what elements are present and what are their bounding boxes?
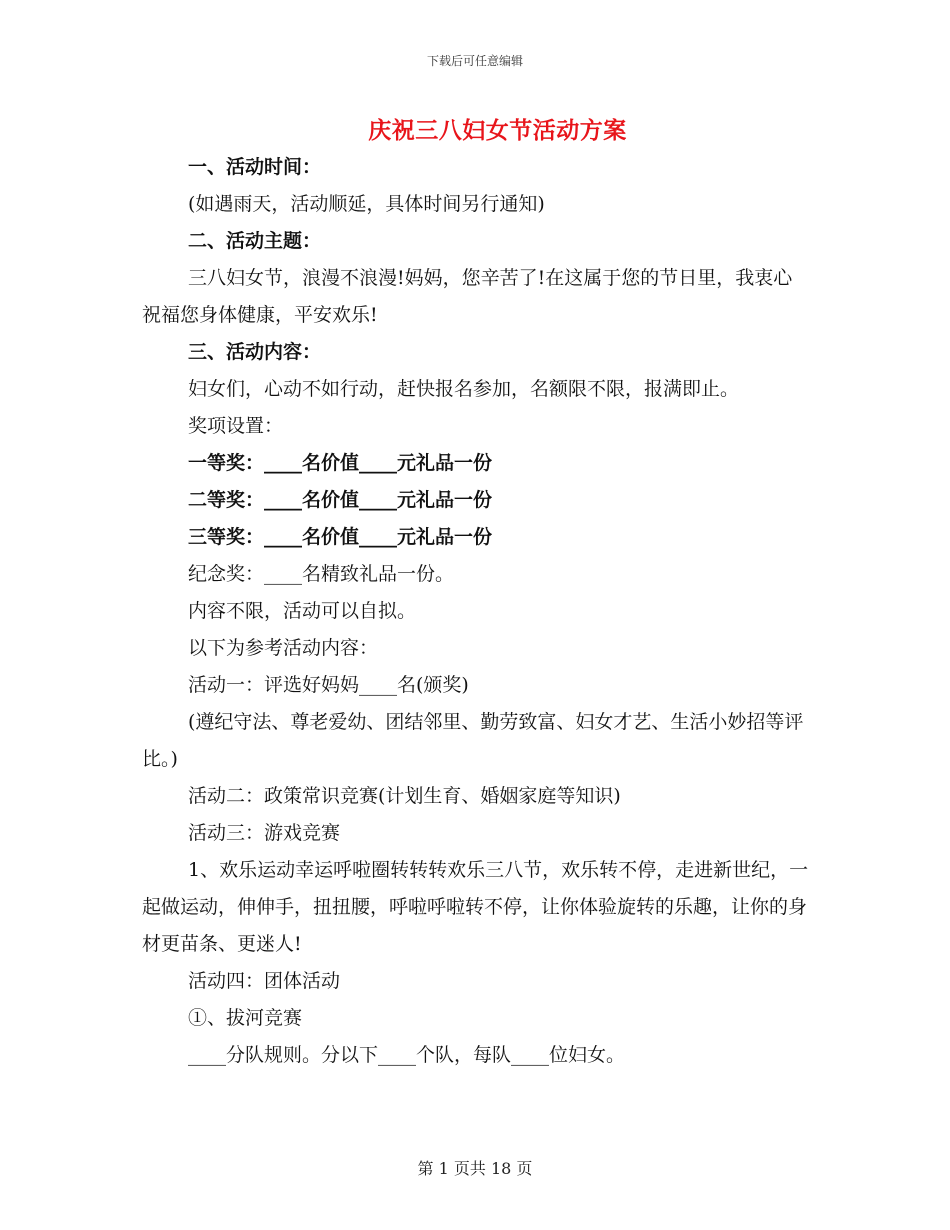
document-body (142, 149, 810, 1074)
activity-two: 活动二：政策常识竞赛(计划生育、婚姻家庭等知识) (188, 785, 621, 807)
activity-four: 活动四：团体活动 (188, 970, 341, 992)
page-footer: 第 1 页共 18 页 (417, 1159, 533, 1178)
activity-three: 活动三：游戏竞赛 (188, 822, 341, 844)
theme-paragraph: 三八妇女节，浪漫不浪漫!妈妈，您辛苦了!在这属于您的节日里，我衷心祝福您身体健康，平安欢乐! (142, 267, 793, 326)
prize-second: 二等奖：____名价值____元礼品一份 (188, 489, 493, 511)
content-intro: 妇女们，心动不如行动，赶快报名参加，名额限不限，报满即止。 (188, 378, 740, 400)
prize-third: 三等奖：____名价值____元礼品一份 (188, 526, 493, 548)
page-title: 庆祝三八妇女节活动方案 (368, 117, 627, 144)
activity-four-item-one: ①、拔河竞赛 (188, 1007, 303, 1029)
header-note: 下载后可任意编辑 (426, 54, 523, 68)
prize-first: 一等奖：____名价值____元礼品一份 (188, 452, 493, 474)
prize-memorial: 纪念奖：____名精致礼品一份。 (188, 563, 455, 585)
time-note: (如遇雨天，活动顺延，具体时间另行通知) (188, 193, 545, 215)
activity-one: 活动一：评选好妈妈____名(颁奖) (188, 674, 469, 696)
activity-three-item-one: 1、欢乐运动幸运呼啦圈转转转欢乐三八节，欢乐转不停，走进新世纪，一起做运动，伸伸手，扭扭腰，呼啦呼啦转不停，让你体验旋转的乐趣，让你的身材更苗条、更迷人! (142, 859, 809, 955)
section-heading-content: 三、活动内容： (188, 341, 322, 363)
section-heading-time: 一、活动时间： (188, 156, 322, 178)
section-heading-theme: 二、活动主题： (188, 230, 322, 252)
reference-activities-label: 以下为参考活动内容： (188, 637, 379, 659)
content-free-note: 内容不限，活动可以自拟。 (188, 600, 417, 622)
activity-four-rule: ____分队规则。分以下____个队，每队____位妇女。 (188, 1044, 626, 1066)
prize-setup-label: 奖项设置： (188, 415, 284, 437)
activity-one-note: (遵纪守法、尊老爱幼、团结邻里、勤劳致富、妇女才艺、生活小妙招等评比。) (142, 711, 804, 770)
